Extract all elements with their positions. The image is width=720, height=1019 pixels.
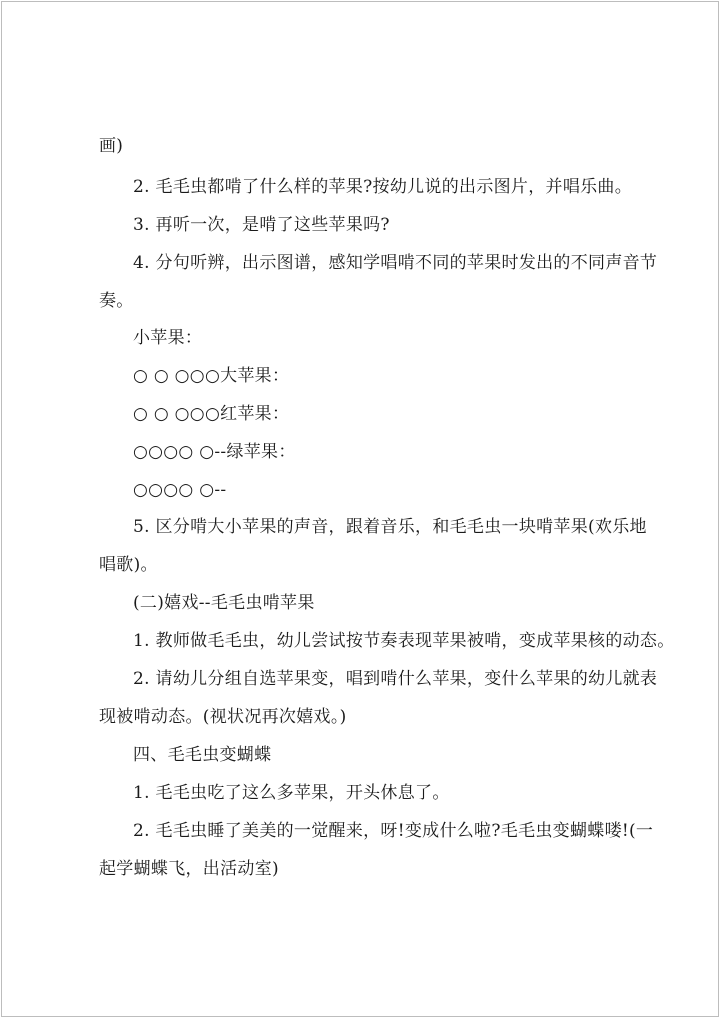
document-page	[1, 1, 719, 1017]
rhythm-line-big-apple: ○ ○ ○○○大苹果：	[133, 366, 290, 386]
text-line-small-apple: 小苹果：	[133, 328, 203, 348]
rhythm-line-final: ○○○○ ○--	[133, 480, 227, 500]
text-line-step-4-cont: 奏。	[99, 291, 134, 311]
section-heading-game: (二)嬉戏--毛毛虫啃苹果	[133, 593, 315, 613]
rhythm-line-red-apple: ○ ○ ○○○红苹果：	[133, 404, 290, 424]
text-line-step-2: 2. 毛毛虫都啃了什么样的苹果?按幼儿说的出示图片，并唱乐曲。	[133, 177, 633, 197]
text-line-step-3: 3. 再听一次，是啃了这些苹果吗?	[133, 215, 390, 235]
text-line-game-2: 2. 请幼儿分组自选苹果变，唱到啃什么苹果，变什么苹果的幼儿就表	[133, 669, 658, 689]
text-line-butterfly-1: 1. 毛毛虫吃了这么多苹果，开头休息了。	[133, 783, 450, 803]
text-line-continuation: 画)	[99, 136, 124, 156]
rhythm-line-green-apple: ○○○○ ○--绿苹果：	[133, 442, 296, 462]
text-line-step-5-cont: 唱歌)。	[99, 555, 158, 575]
section-heading-butterfly: 四、毛毛虫变蝴蝶	[133, 745, 272, 765]
text-line-butterfly-2-cont: 起学蝴蝶飞，出活动室)	[99, 859, 279, 879]
text-line-butterfly-2: 2. 毛毛虫睡了美美的一觉醒来，呀!变成什么啦?毛毛虫变蝴蝶喽!(一	[133, 821, 654, 841]
text-line-step-5: 5. 区分啃大小苹果的声音，跟着音乐，和毛毛虫一块啃苹果(欢乐地	[133, 517, 647, 537]
text-line-game-2-cont: 现被啃动态。(视状况再次嬉戏。)	[99, 707, 347, 727]
text-line-game-1: 1. 教师做毛毛虫，幼儿尝试按节奏表现苹果被啃，变成苹果核的动态。	[133, 631, 675, 651]
text-line-step-4: 4. 分句听辨，出示图谱，感知学唱啃不同的苹果时发出的不同声音节	[133, 253, 658, 273]
